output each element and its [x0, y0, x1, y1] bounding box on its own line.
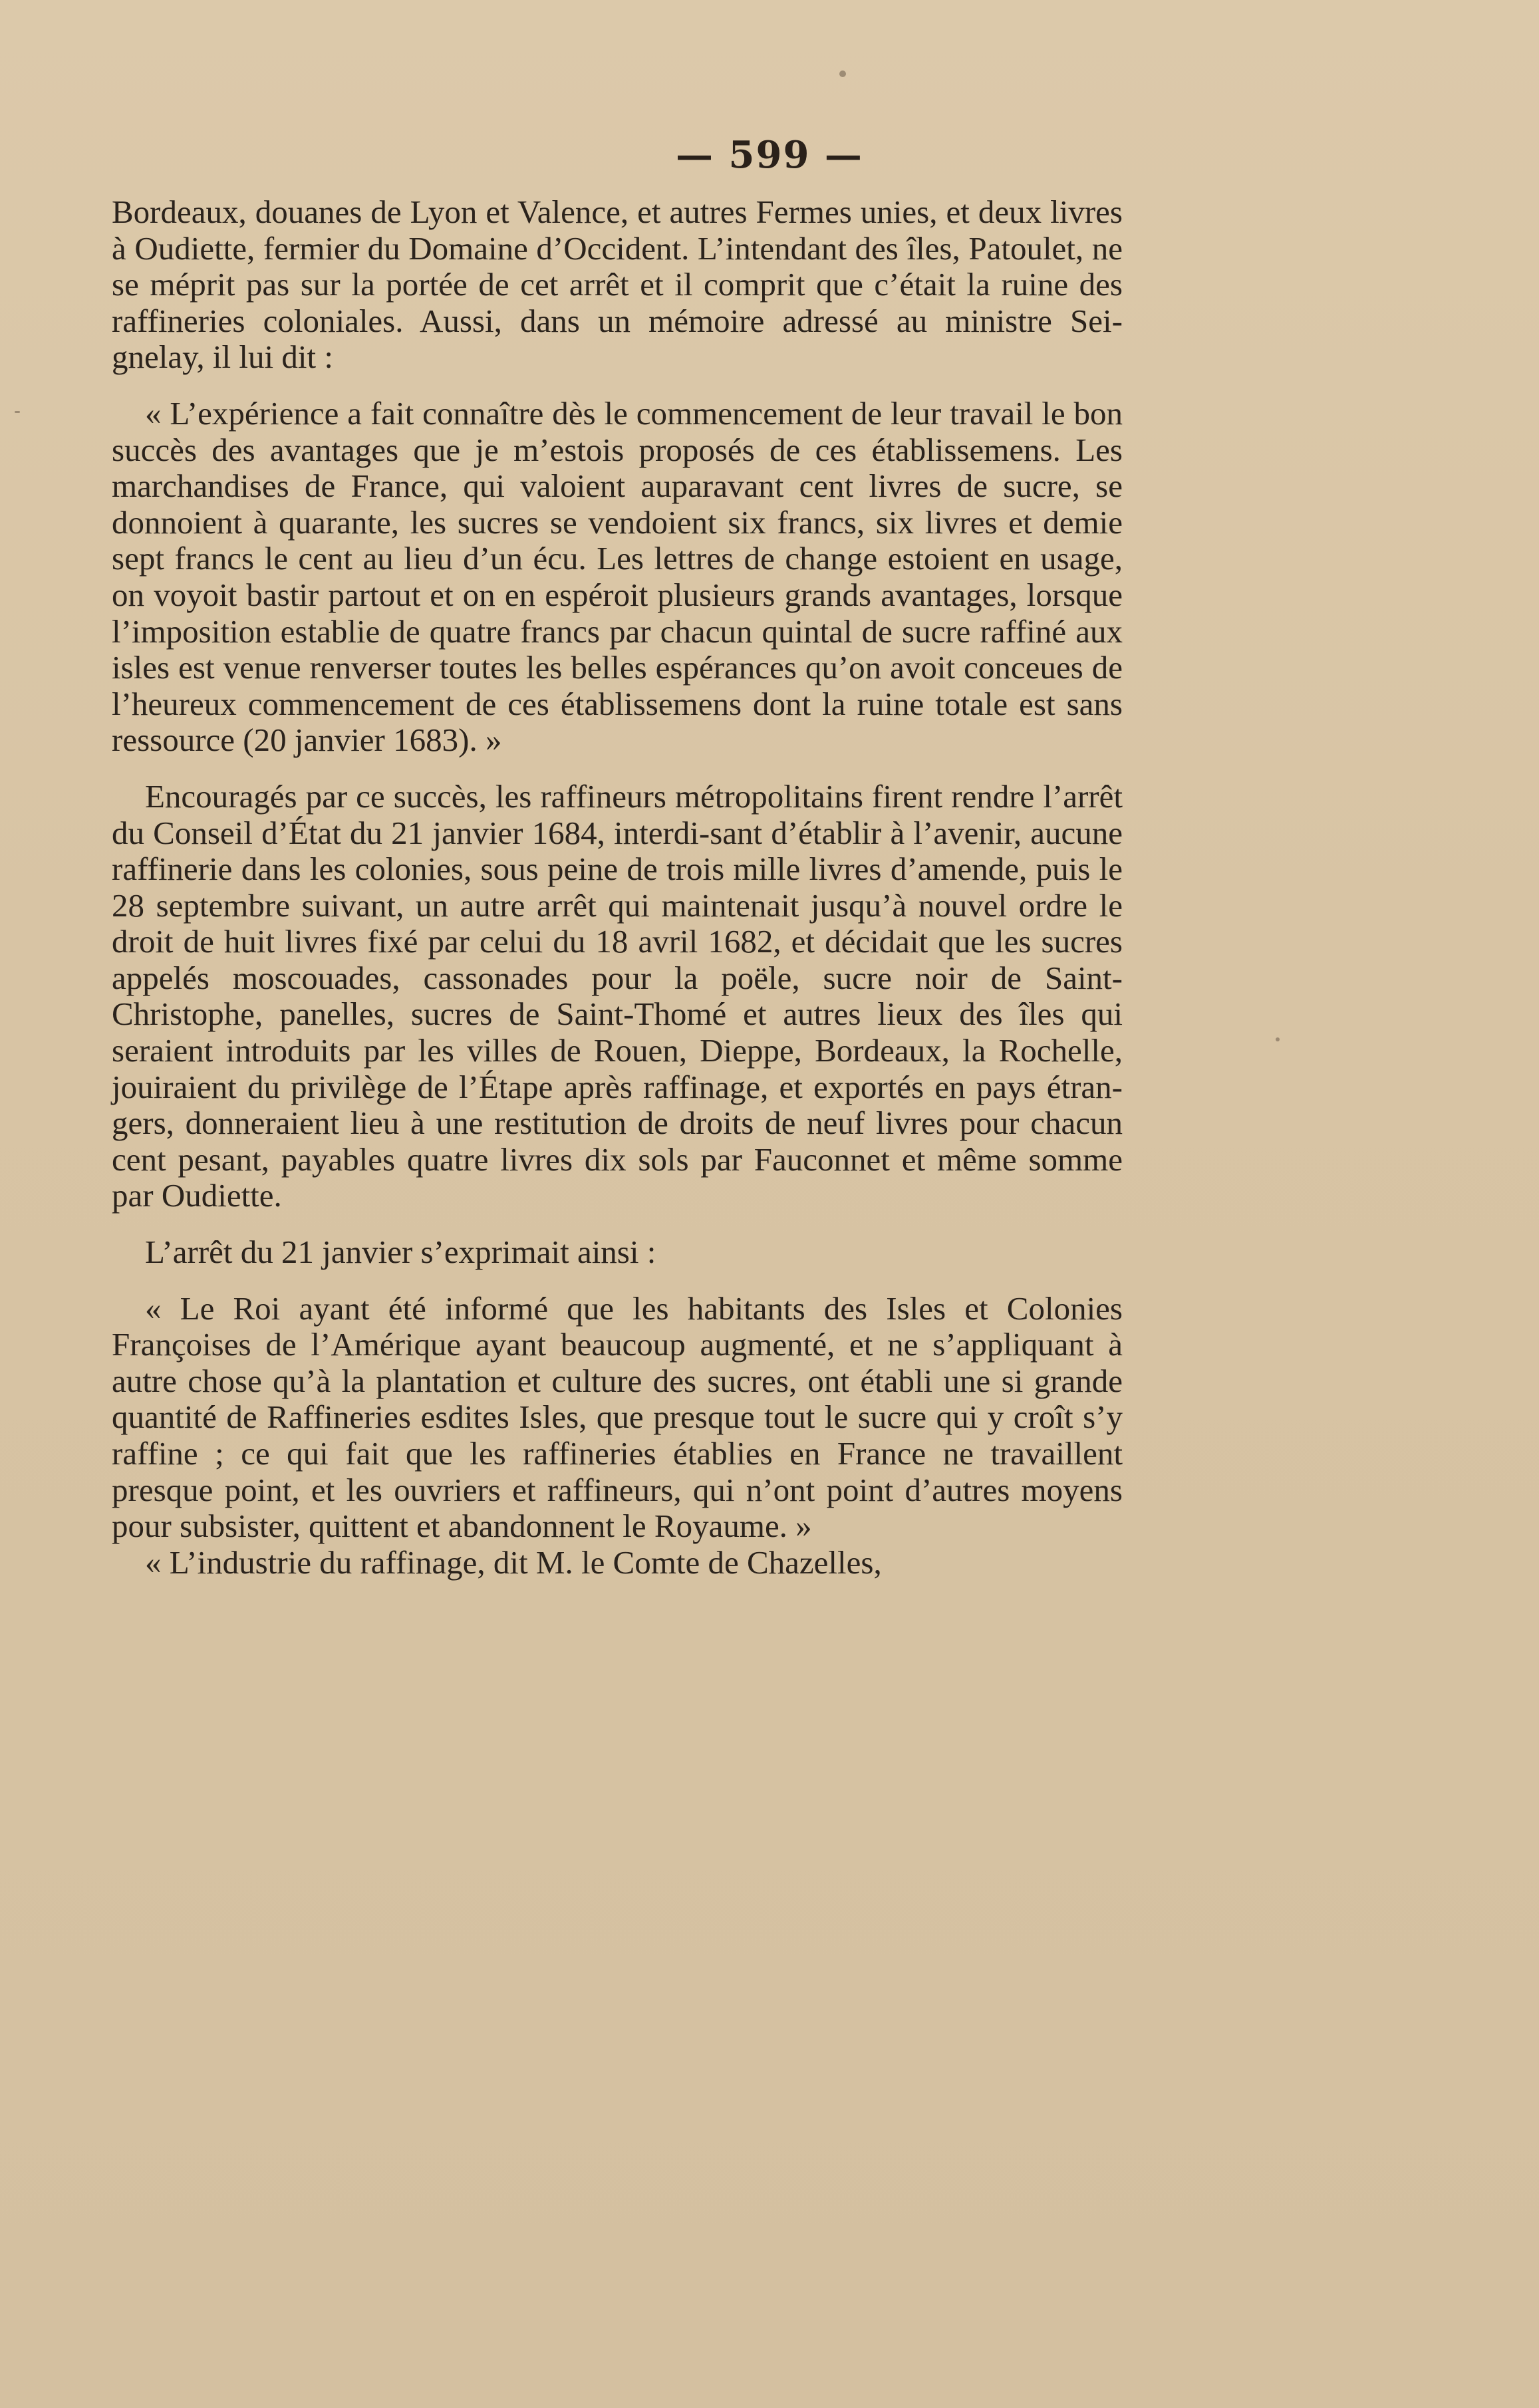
- paper-speck: [1276, 1037, 1280, 1041]
- page-number: — 599 —: [676, 133, 863, 177]
- quote-paragraph: « Le Roi ayant été informé que les habitants des Isles et Colonies Françoises de l’Amérique ayant beaucoup augmenté, et ne s’appliquant à autre chose qu’à la plantation et culture des sucres, ont établi une si grande quantité de Raffineries esdites Isles, que presque tout le sucre qui y croît s’y raffine ; ce qui fait que les raffineries établies en France ne travaillent presque point, et les ouvriers et raffineurs, qui n’ont point d’autres moyens pour subsister, quittent et abandonnent le Royaume. »: [112, 1289, 1123, 1545]
- paragraph: Encouragés par ce succès, les raffineurs métropolitains firent rendre l’arrêt du Conseil d’État du 21 janvier 1684, interdi-sant d’établir à l’avenir, aucune raffinerie dans les colonies, sous peine de trois mille livres d’amende, puis le 28 septembre suivant, un autre arrêt qui maintenait jusqu’à nouvel ordre le droit de huit livres fixé par celui du 18 avril 1682, et décidait que les sucres appelés moscouades, cassonades pour la poële, sucre noir de Saint-Christophe, panelles, sucres de Saint-Thomé et autres lieux des îles qui seraient introduits par les villes de Rouen, Dieppe, Bordeaux, la Rochelle, jouiraient du privilège de l’Étape après raffinage, et exportés en pays étran-gers, donneraient lieu à une restitution de droits de neuf livres pour chacun cent pesant, payables quatre livres dix sols par Fauconnet et même somme par Oudiette.: [112, 777, 1123, 1214]
- paper-speck: [839, 70, 846, 77]
- quote-paragraph: « L’industrie du raffinage, dit M. le Comte de Chazelles,: [145, 1543, 882, 1581]
- paragraph: L’arrêt du 21 janvier s’exprimait ainsi :: [145, 1234, 656, 1271]
- quote-paragraph: « L’expérience a fait connaître dès le commencement de leur travail le bon succès des avantages que je m’estois proposés de ces établissemens. Les marchandises de France, qui valoient auparavant cent livres de sucre, se donnoient à quarante, les sucres se vendoient six francs, six livres et demie sept francs le cent au lieu d’un écu. Les lettres de change estoient en usage, on voyoit bastir partout et on en espéroit plusieurs grands avantages, lorsque l’imposition establie de quatre francs par chacun quintal de sucre raffiné aux isles est venue renverser toutes les belles espérances qu’on avoit conceues de l’heureux commencement de ces établissemens dont la ruine totale est sans ressource (20 janvier 1683). »: [112, 394, 1123, 759]
- paper-speck: [15, 411, 20, 413]
- paragraph: Bordeaux, douanes de Lyon et Valence, et autres Fermes unies, et deux livres à Oudiette, fermier du Domaine d’Occident. L’intendant des îles, Patoulet, ne se méprit pas sur la portée de cet arrêt et il comprit que c’était la ruine des raffineries coloniales. Aussi, dans un mémoire adressé au ministre Sei-gnelay, il lui dit :: [112, 194, 1123, 376]
- body-text: [112, 194, 1123, 1581]
